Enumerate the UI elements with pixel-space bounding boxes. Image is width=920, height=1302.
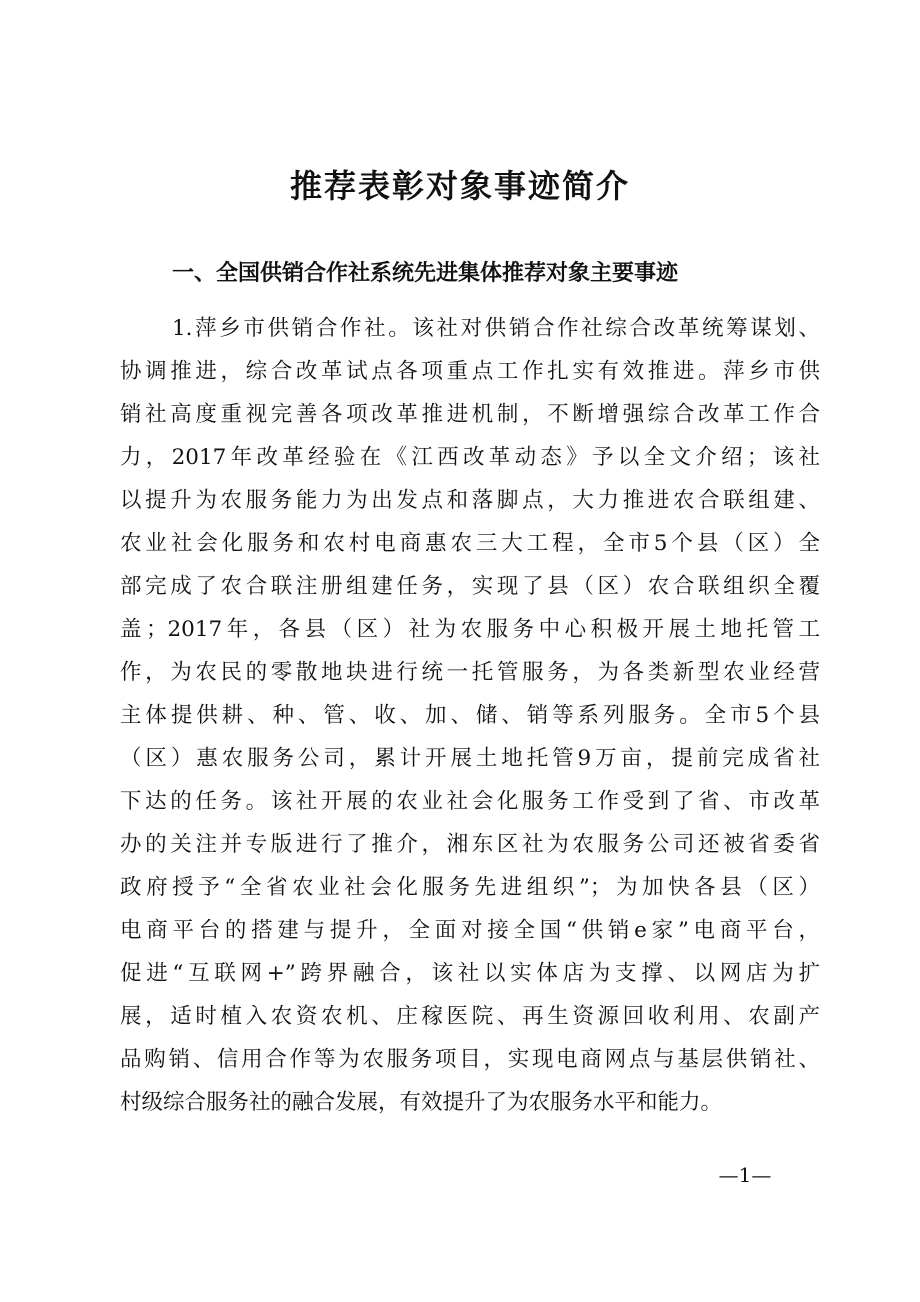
paragraph-line: 作，为农民的零散地块进行统一托管服务，为各类新型农业经营	[120, 660, 820, 685]
paragraph-line: 下达的任务。该社开展的农业社会化服务工作受到了省、市改革	[120, 789, 820, 814]
paragraph-line: 力，2017年改革经验在《江西改革动态》予以全文介绍；该社	[120, 445, 820, 470]
paragraph-line: 电商平台的搭建与提升，全面对接全国“供销e家”电商平台，	[120, 918, 820, 943]
paragraph-line: 1.萍乡市供销合作社。该社对供销合作社综合改革统筹谋划、	[172, 316, 820, 341]
document-title: 推荐表彰对象事迹简介	[289, 167, 630, 205]
paragraph-line: 品购销、信用合作等为农服务项目，实现电商网点与基层供销社、	[120, 1047, 820, 1072]
paragraph-line: 协调推进，综合改革试点各项重点工作扎实有效推进。萍乡市供	[120, 359, 820, 384]
paragraph-line: 办的关注并专版进行了推介，湘东区社为农服务公司还被省委省	[120, 832, 820, 857]
paragraph-line: 村级综合服务社的融合发展，有效提升了为农服务水平和能力。	[120, 1090, 723, 1115]
paragraph-line: 主体提供耕、种、管、收、加、储、销等系列服务。全市5个县	[120, 703, 820, 728]
body-paragraph	[120, 307, 820, 1124]
paragraph-line: 促进“互联网+”跨界融合，该社以实体店为支撑、以网店为扩	[120, 961, 820, 986]
paragraph-line: 盖；2017年，各县（区）社为农服务中心积极开展土地托管工	[120, 617, 820, 642]
paragraph-line: 销社高度重视完善各项改革推进机制，不断增强综合改革工作合	[120, 402, 820, 427]
paragraph-line: （区）惠农服务公司，累计开展土地托管9万亩，提前完成省社	[120, 746, 820, 771]
paragraph-line: 部完成了农合联注册组建任务，实现了县（区）农合联组织全覆	[120, 574, 820, 599]
paragraph-line: 展，适时植入农资农机、庄稼医院、再生资源回收利用、农副产	[120, 1004, 820, 1029]
page-number: —1—	[718, 1163, 772, 1187]
paragraph-line: 政府授予“全省农业社会化服务先进组织”；为加快各县（区）	[120, 875, 820, 900]
section-heading: 一、全国供销合作社系统先进集体推荐对象主要事迹	[172, 261, 679, 286]
paragraph-line: 以提升为农服务能力为出发点和落脚点，大力推进农合联组建、	[120, 488, 820, 513]
paragraph-line: 农业社会化服务和农村电商惠农三大工程，全市5个县（区）全	[120, 531, 820, 556]
